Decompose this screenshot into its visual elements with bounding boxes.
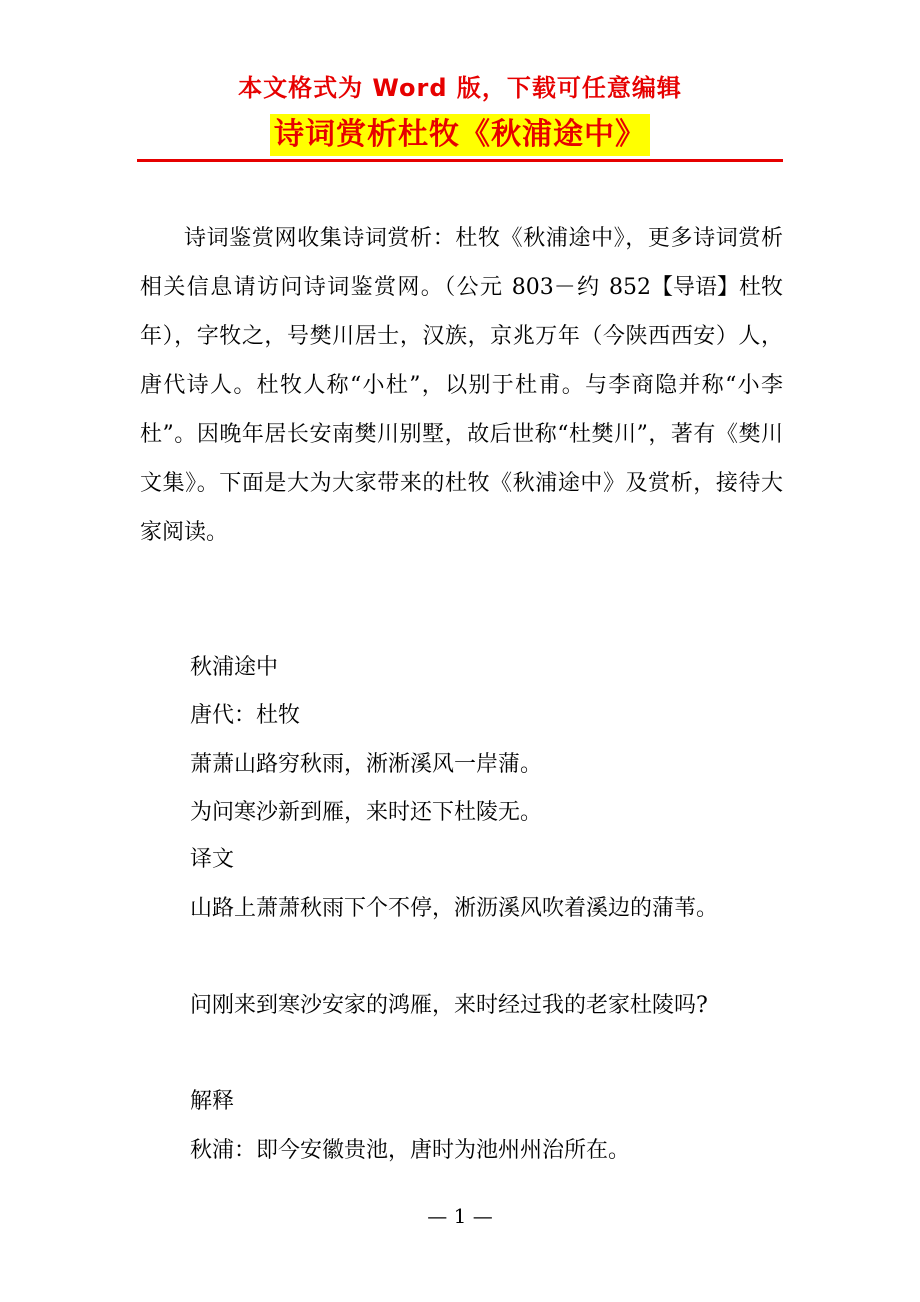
intro-paragraph <box>140 214 783 557</box>
translation-heading: 译文 <box>190 847 235 872</box>
title-divider <box>137 159 783 162</box>
poem-title: 秋浦途中 <box>190 655 279 680</box>
notes-line-1: 秋浦：即今安徽贵池，唐时为池州州治所在。 <box>190 1138 631 1163</box>
poem-line-1: 萧萧山路穷秋雨，淅淅溪风一岸蒲。 <box>190 752 543 777</box>
title-container <box>0 114 920 156</box>
page-number: — 1 — <box>427 1204 493 1228</box>
intro-bio-text: （公元 803－约 852 年），字牧之，号樊川居士，汉族，京兆万年（今陕西西安）人，唐代诗人。杜牧人称“小杜”，以别于杜甫。与李商隐并称“小李杜”。因晚年居长安南樊川别墅，故后世称“杜樊川”，著有《樊川文集》。下面是大为大家带来的杜牧《秋浦途中》及赏析，接待大家阅读。 <box>140 275 783 545</box>
translation-line-2: 问刚来到寒沙安家的鸿雁，来时经过我的老家杜陵吗? <box>190 993 708 1018</box>
translation-line-1: 山路上萧萧秋雨下个不停，淅沥溪风吹着溪边的蒲苇。 <box>190 896 719 921</box>
poem-author: 唐代：杜牧 <box>190 703 301 728</box>
poem-line-2: 为问寒沙新到雁，来时还下杜陵无。 <box>190 800 543 825</box>
notes-heading: 解释 <box>190 1089 235 1114</box>
intro-lead-label: 【导语】杜牧 <box>650 275 783 300</box>
intro-source-text: 诗词鉴赏网收集诗词赏析：杜牧《秋浦途中》，更多诗词赏析相关信息请访问诗词鉴赏网。 <box>140 226 783 300</box>
document-title: 诗词赏析杜牧《秋浦途中》 <box>270 114 650 156</box>
format-notice-banner: 本文格式为 Word 版，下载可任意编辑 <box>238 74 682 102</box>
